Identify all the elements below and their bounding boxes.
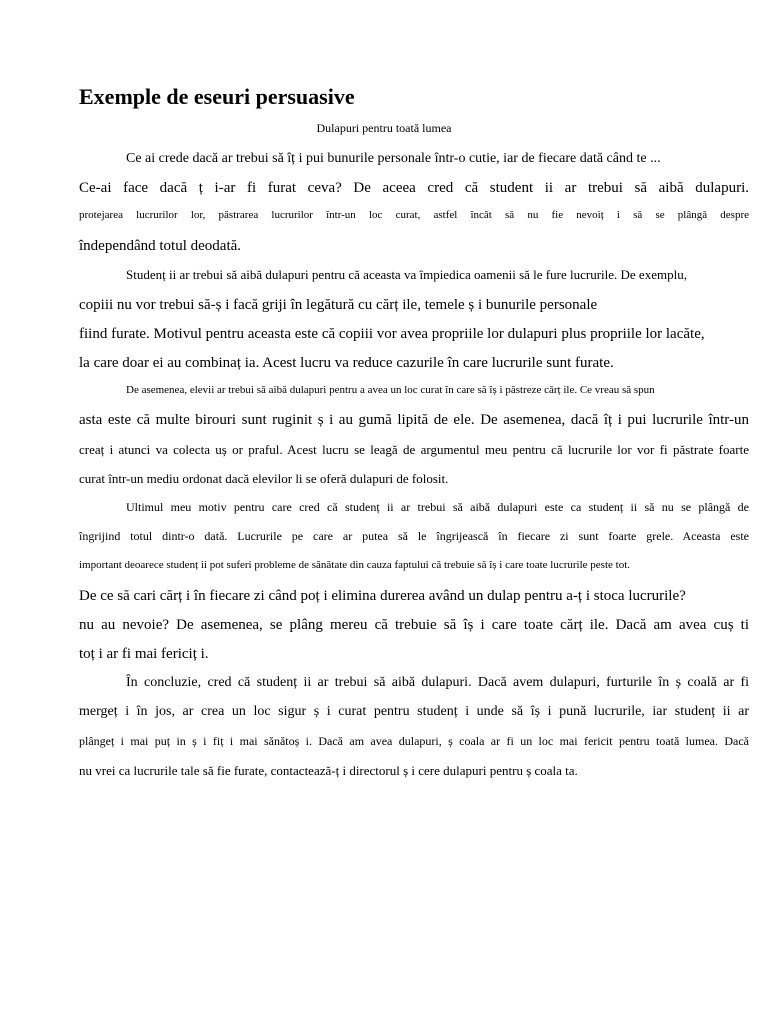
text-line: îngrijind totul dintr-o dată. Lucrurile pe care ar putea să le îngrijească în fiecare zi sunt foarte grele. Aceasta este [79,529,749,543]
text-line: protejarea lucrurilor lor, păstrarea lucrurilor într-un loc curat, astfel încât să nu fie nevoiț i să se plângă despre [79,209,749,221]
text-line: mergeț i în jos, ar crea un loc sigur ș i curat pentru studenț i unde să îș i pună lucrurile, iar studenț ii ar [79,704,749,719]
text-line: asta este că multe birouri sunt ruginit ș i au gumă lipită de ele. De asemenea, dacă îț i pui lucrurile într-un [79,412,749,428]
text-line: curat într-un mediu ordonat dacă elevilor li se oferă dulapuri de folosit. [79,471,449,486]
text-line: Ultimul meu motiv pentru care cred că studenț ii ar trebui să aibă dulapuri este ca studenț ii să nu se plângă de [126,500,749,514]
text-line: nu vrei ca lucrurile tale să fie furate, contactează-ț i directorul ș i cere dulapuri pentru ș coala ta. [79,763,578,778]
text-line: creaț i atunci va colecta uș or praful. Acest lucru se leagă de argumentul meu pentru că lucrurile lor vor fi păstrate foarte [79,442,749,457]
text-line: toț i ar fi mai fericiț i. [79,646,209,662]
text-line: îndependând totul deodată. [79,238,242,254]
text-line: important deoarece studenț ii pot suferi probleme de sănătate din cauza faptului că trebuie să îș i care toate lucrurile peste tot. [79,559,630,571]
text-line: plângeț i mai puț in ș i fiț i mai sănătoș i. Dacă am avea dulapuri, ș coala ar fi un loc mai fericit pentru toată lumea. Dacă [79,734,749,748]
text-line: De ce să cari cărț i în fiecare zi când poț i elimina durerea având un dulap pentru a-ț i stoca lucrurile? [79,588,686,604]
text-line: Studenț ii ar trebui să aibă dulapuri pentru că aceasta va împiedica oamenii să le fure lucrurile. De exemplu, [126,267,687,282]
text-line: fiind furate. Motivul pentru aceasta este că copiii vor avea propriile lor dulapuri plus propriile lor lacăte, [79,326,705,342]
text-line: copiii nu vor trebui să-ș i facă griji în legătură cu cărț ile, temele ș i bunurile personale [79,297,598,313]
text-line: Ce-ai face dacă ț i-ar fi furat ceva? De aceea cred că student ii ar trebui să aibă dulapuri. [79,180,749,196]
text-line: În concluzie, cred că studenț ii ar trebui să aibă dulapuri. Dacă avem dulapuri, furturile în ș coală ar fi [126,675,749,690]
text-line: nu au nevoie? De asemenea, se plâng mereu că trebuie să îș i care toate cărț ile. Dacă am avea cuș ti [79,617,749,633]
document-subtitle: Dulapuri pentru toată lumea [316,121,452,135]
text-line: Ce ai crede dacă ar trebui să îț i pui bunurile personale într-o cutie, iar de fiecare dată când te ... [126,151,661,166]
text-line: De asemenea, elevii ar trebui să aibă dulapuri pentru a avea un loc curat în care să îș i păstreze cărț ile. Ce vreau să spun [126,384,655,396]
document-title: Exemple de eseuri persuasive [79,84,355,109]
text-line: la care doar ei au combinaț ia. Acest lucru va reduce cazurile în care lucrurile sunt furate. [79,355,614,371]
